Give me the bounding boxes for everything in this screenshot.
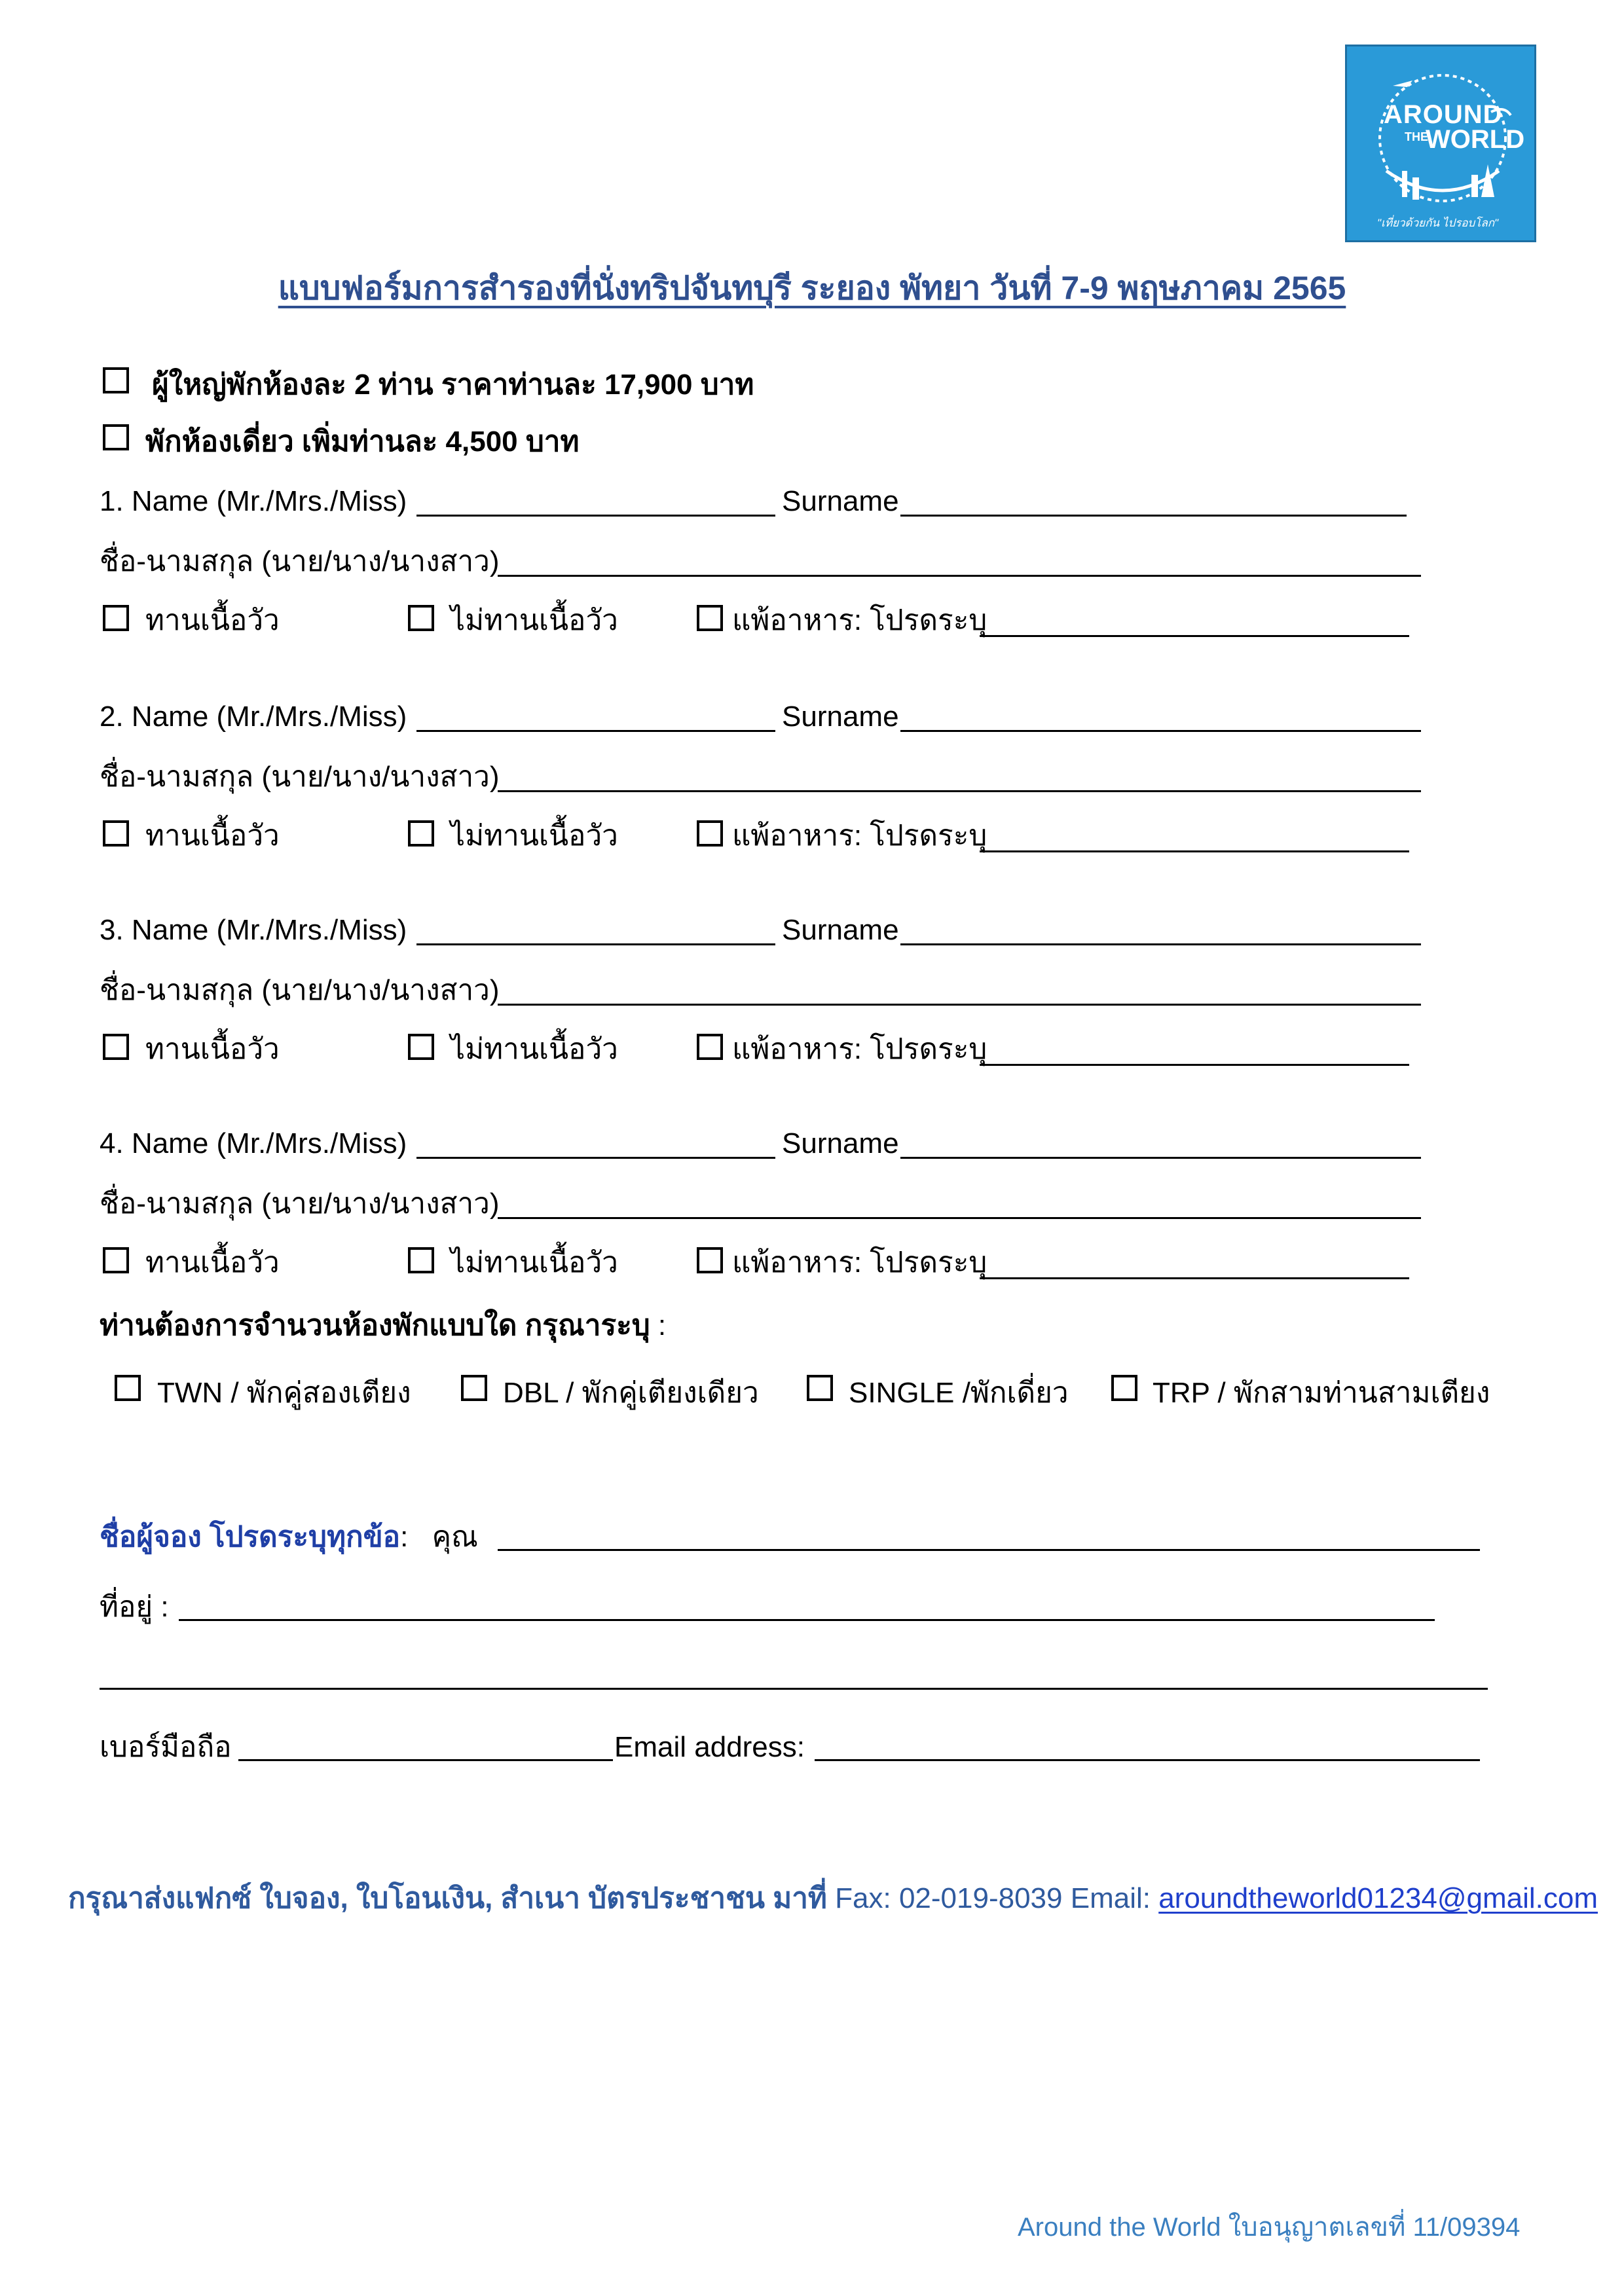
booker-colon: : <box>400 1521 409 1553</box>
booker-name-field[interactable] <box>498 1549 1480 1551</box>
allergy-label: แพ้อาหาร: โปรดระบุ <box>732 820 987 852</box>
allergy-field[interactable] <box>980 1277 1409 1279</box>
no-beef-checkbox[interactable] <box>408 1247 434 1273</box>
name-label: 4. Name (Mr./Mrs./Miss) <box>100 1127 407 1159</box>
booker-name-row <box>100 1519 478 1556</box>
room-trp-label: TRP / พักสามท่านสามเตียง <box>1153 1377 1490 1409</box>
email-label: Email address: <box>614 1731 805 1763</box>
no-beef-checkbox[interactable] <box>408 820 434 847</box>
address-label: ที่อยู่ : <box>100 1591 169 1623</box>
allergy-checkbox[interactable] <box>697 1247 723 1273</box>
beef-checkbox[interactable] <box>103 605 129 631</box>
allergy-field[interactable] <box>980 635 1409 637</box>
room-single-label: SINGLE /พักเดี่ยว <box>849 1377 1069 1409</box>
room-type-question <box>100 1307 666 1344</box>
thai-name-label: ชื่อ-นามสกุล (นาย/นาง/นางสาว) <box>100 545 500 577</box>
address-field[interactable] <box>179 1619 1435 1621</box>
room-trp-checkbox[interactable] <box>1111 1375 1137 1401</box>
beef-checkbox[interactable] <box>103 1247 129 1273</box>
single-room-checkbox[interactable] <box>103 424 129 450</box>
beef-label: ทานเนื้อวัว <box>145 604 280 636</box>
footer-instruction-text: กรุณาส่งแฟกซ์ ใบจอง, ใบโอนเงิน, สำเนา บัตรประชาชน มาที่ <box>68 1882 827 1914</box>
surname-field[interactable] <box>900 515 1407 517</box>
allergy-label: แพ้อาหาร: โปรดระบุ <box>732 1033 987 1065</box>
allergy-checkbox[interactable] <box>697 605 723 631</box>
adult-room-checkbox[interactable] <box>103 367 129 393</box>
surname-label: Surname <box>782 1127 899 1159</box>
logo-brand-line2: THE <box>1405 130 1428 143</box>
allergy-checkbox[interactable] <box>697 820 723 847</box>
beef-checkbox[interactable] <box>103 1034 129 1060</box>
license-note <box>1018 2210 1520 2244</box>
beef-checkbox[interactable] <box>103 820 129 847</box>
logo-brand-line1: AROUND <box>1384 100 1503 129</box>
no-beef-label: ไม่ทานเนื้อวัว <box>451 604 618 636</box>
form-title: แบบฟอร์มการสำรองที่นั่งทริปจันทบุรี ระยอง พัทยา วันที่ 7-9 พฤษภาคม 2565 <box>278 270 1346 306</box>
footer-instruction <box>68 1880 1598 1917</box>
adult-room-label: ผู้ใหญ่พักห้องละ 2 ท่าน ราคาท่านละ 17,900 บาท <box>152 369 754 401</box>
thai-name-label: ชื่อ-นามสกุล (นาย/นาง/นางสาว) <box>100 974 500 1006</box>
license-company: Around the World <box>1018 2213 1221 2242</box>
booker-honorific: คุณ <box>432 1521 478 1553</box>
no-beef-label: ไม่ทานเนื้อวัว <box>451 1033 618 1065</box>
email-field[interactable] <box>815 1759 1480 1761</box>
surname-field[interactable] <box>900 730 1421 732</box>
name-field[interactable] <box>416 730 775 732</box>
surname-label: Surname <box>782 485 899 517</box>
room-type-question-colon: : <box>650 1309 667 1341</box>
beef-label: ทานเนื้อวัว <box>145 1247 280 1279</box>
surname-label: Surname <box>782 914 899 946</box>
surname-field[interactable] <box>900 1157 1421 1159</box>
footer-email-link[interactable]: aroundtheworld01234@gmail.com <box>1158 1882 1598 1914</box>
thai-name-label: ชื่อ-นามสกุล (นาย/นาง/นางสาว) <box>100 1188 500 1220</box>
address-field-line2[interactable] <box>100 1688 1488 1690</box>
logo-brand-line3: WORLD <box>1426 125 1525 154</box>
room-dbl-checkbox[interactable] <box>461 1375 487 1401</box>
name-field[interactable] <box>416 515 775 517</box>
thai-name-field[interactable] <box>498 1217 1421 1219</box>
name-label: 2. Name (Mr./Mrs./Miss) <box>100 701 407 733</box>
name-field[interactable] <box>416 943 775 945</box>
booker-label: ชื่อผู้จอง โปรดระบุทุกข้อ <box>100 1521 401 1553</box>
name-label: 1. Name (Mr./Mrs./Miss) <box>100 485 407 517</box>
room-twn-label: TWN / พักคู่สองเตียง <box>157 1377 411 1409</box>
company-logo <box>1345 45 1536 242</box>
allergy-checkbox[interactable] <box>697 1034 723 1060</box>
allergy-field[interactable] <box>980 1064 1409 1066</box>
single-room-label: พักห้องเดี่ยว เพิ่มท่านละ 4,500 บาท <box>145 426 580 458</box>
name-label: 3. Name (Mr./Mrs./Miss) <box>100 914 407 946</box>
room-dbl-label: DBL / พักคู่เตียงเดียว <box>503 1377 759 1409</box>
no-beef-label: ไม่ทานเนื้อวัว <box>451 1247 618 1279</box>
no-beef-checkbox[interactable] <box>408 1034 434 1060</box>
thai-name-field[interactable] <box>498 790 1421 792</box>
no-beef-label: ไม่ทานเนื้อวัว <box>451 820 618 852</box>
logo-tagline: "เที่ยวด้วยกัน ไปรอบโลก" <box>1377 217 1499 229</box>
thai-name-label: ชื่อ-นามสกุล (นาย/นาง/นางสาว) <box>100 761 500 793</box>
beef-label: ทานเนื้อวัว <box>145 1033 280 1065</box>
license-number: ใบอนุญาตเลขที่ 11/09394 <box>1221 2213 1521 2242</box>
allergy-label: แพ้อาหาร: โปรดระบุ <box>732 604 987 636</box>
room-single-checkbox[interactable] <box>807 1375 833 1401</box>
name-field[interactable] <box>416 1157 775 1159</box>
mobile-field[interactable] <box>238 1759 613 1761</box>
mobile-label: เบอร์มือถือ <box>100 1731 232 1763</box>
room-twn-checkbox[interactable] <box>115 1375 141 1401</box>
thai-name-field[interactable] <box>498 575 1421 577</box>
room-type-question-label: ท่านต้องการจำนวนห้องพักแบบใด กรุณาระบุ <box>100 1309 650 1341</box>
no-beef-checkbox[interactable] <box>408 605 434 631</box>
beef-label: ทานเนื้อวัว <box>145 820 280 852</box>
allergy-label: แพ้อาหาร: โปรดระบุ <box>732 1247 987 1279</box>
footer-contact: Fax: 02-019-8039 Email: <box>826 1882 1159 1914</box>
thai-name-field[interactable] <box>498 1004 1421 1006</box>
surname-field[interactable] <box>900 943 1421 945</box>
allergy-field[interactable] <box>980 850 1409 852</box>
surname-label: Surname <box>782 701 899 733</box>
